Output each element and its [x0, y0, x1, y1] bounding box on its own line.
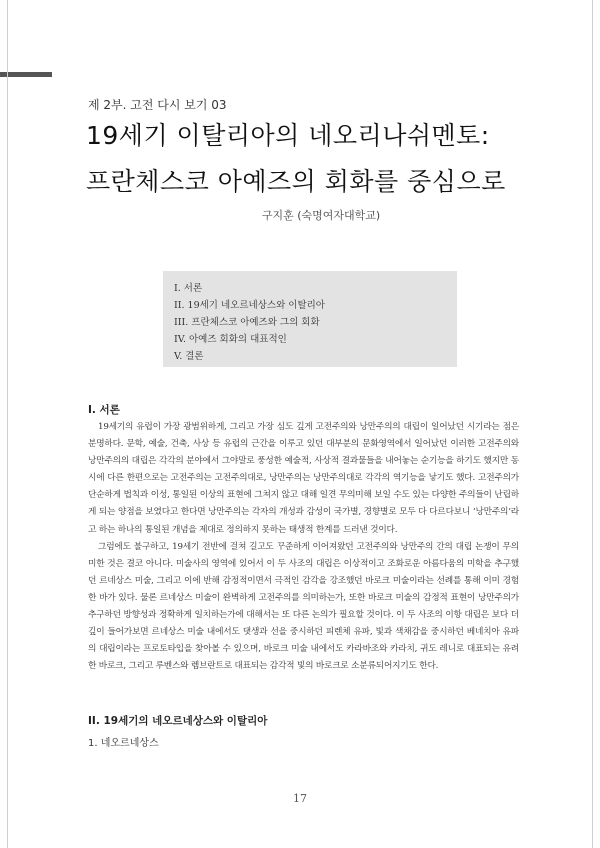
author-name: 구지훈 (숙명여자대학교): [261, 209, 381, 222]
table-of-contents: [163, 271, 457, 367]
toc-item-5: V. 결론: [174, 351, 204, 362]
section-heading-introduction: I. 서론: [88, 404, 120, 416]
article-title-line2: 프란체스코 아예즈의 회화를 중심으로: [86, 167, 506, 196]
toc-item-1: I. 서론: [174, 283, 203, 294]
subsection-heading: 1. 네오르네상스: [88, 738, 159, 750]
toc-item-3: III. 프란체스코 아예즈와 그의 회화: [174, 317, 320, 328]
article-body: [88, 402, 519, 749]
section-heading-neo-renaissance: II. 19세기의 네오르네상스와 이탈리아: [88, 715, 268, 728]
body-paragraph-2: 그럼에도 불구하고, 19세기 전반에 걸쳐 길고도 꾸준하게 이어져왔던 고전주의와 낭만주의 간의 대립 논쟁이 무의미한 것은 결코 아니다. 미술사의 영역에 있어서 이 두 사조의 대립은 이상적이고 조화로운 아름다움의 미학을 추구했던 르네상스 미술, 그리고 이에 반해 감정적이면서 극적인 감각을 강조했던 바로크 미술이라는 선례를 통해 이미 경험한 바가 있다. 물론 르네상스 미술이 완벽하게 고전주의를 의미하는가, 또한 바로크 미술의 감정적 표현이 낭만주의가 추구하던 방향성과 정확하게 일치하는가에 대해서는 또 다른 논의가 필요할 것이다. 이 두 사조의 이항 대립은 보다 더 깊이 들어가보면 르네상스 미술 내에서도 댓생과 선을 중시하던 피렌체 유파, 빛과 색채감을 중시하던 베네치아 유파의 대립이라는 프로토타입을 찾아볼 수 있으며, 바로크 미술 내에서도 카라바조와 카라치, 귀도 레니로 대표되는 유려한 바로크, 그리고 루벤스와 렘브란트로 대표되는 감각적 빛의 바로크로 소분류되어지기도 한다.: [88, 541, 519, 672]
series-label: 제 2부. 고전 다시 보기 03: [88, 98, 227, 112]
header-accent-bar: [0, 72, 52, 77]
author-line: [0, 207, 600, 223]
toc-item-2: II. 19세기 네오르네상스와 이탈리아: [174, 300, 325, 311]
toc-item-4: IV. 아예즈 회화의 대표적인: [174, 334, 287, 345]
page-number: 17: [293, 792, 307, 805]
article-title-line1: 19세기 이탈리아의 네오리나쉬멘토:: [86, 121, 490, 150]
body-paragraph-1: 19세기의 유럽이 가장 광범위하게, 그리고 가장 심도 깊게 고전주의와 낭만주의의 대립이 일어났던 시기라는 점은 분명하다. 문학, 예술, 건축, 사상 등 유럽의 근간을 이루고 있던 대부분의 문화영역에서 일어났던 이러한 고전주의와 낭만주의의 대립은 각각의 분야에서 그야말로 풍성한 예술적, 사상적 결과물들을 내어놓는 순기능을 하기도 했지만 동시에 다른 한편으로는 고전주의는 고전주의대로, 낭만주의는 낭만주의대로 각각의 역기능을 낳기도 했다. 고전주의가 단순하게 법칙과 이성, 통일된 이상의 표현에 그쳐지 않고 대해 일견 무의미해 보일 수도 있는 다양한 주의들이 난립하게 되는 양점을 보였다고 한다면 낭만주의는 각자의 개성과 감성이 국가별, 경향별로 모두 다 다르다보니 ‘낭만주의’라고 하는 하나의 통일된 개념을 제대로 정의하지 못하는 태생적 한계를 드러낸 것이다.: [88, 422, 519, 535]
